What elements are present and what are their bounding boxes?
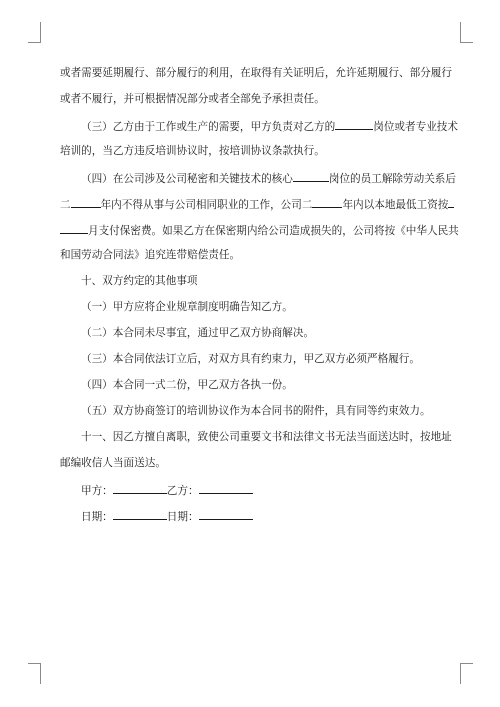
crop-mark-top-right	[460, 22, 473, 43]
date-b-field[interactable]	[199, 509, 253, 520]
text: 年内不得从事与公司相同职业的工作，公司二	[100, 199, 313, 211]
paragraph-confidentiality-line-3	[60, 223, 459, 237]
text: 二	[60, 199, 71, 211]
date-b-label: 日期：	[166, 511, 199, 523]
date-a-label: 日期：	[81, 511, 113, 523]
text: （五）双方协商签订的培训协议作为本合同书的附件，具有同等约束效力。	[81, 405, 431, 417]
paragraph-force-majeure-line-1	[60, 67, 452, 80]
clause-3	[60, 353, 442, 366]
text: 和国劳动合同法》追究连带赔偿责任。	[60, 249, 241, 261]
text: 年内以本地最低工资按	[342, 199, 449, 211]
fill-blank-amount	[60, 223, 88, 234]
text: （二）本合同未尽事宜，通过甲乙双方协商解决。	[81, 327, 315, 339]
signature-party-line	[60, 483, 442, 496]
fill-blank-core-position	[293, 171, 329, 182]
crop-mark-bottom-left	[28, 663, 41, 684]
party-a-label: 甲方：	[81, 485, 113, 497]
text: （四）本合同一式二份，甲乙双方各执一份。	[81, 379, 293, 391]
section-heading-other-matters	[60, 275, 442, 288]
text: 月支付保密费。如果乙方在保密期内给公司造成损失的，公司将按《中华人民共	[88, 225, 459, 237]
text: 邮编收信人当面送达。	[60, 457, 166, 469]
paragraph-training-line-1	[60, 119, 458, 133]
clause-4	[60, 379, 442, 392]
fill-blank-years-2	[312, 197, 342, 208]
paragraph-delivery-line-1	[60, 431, 452, 444]
fill-blank-position	[335, 119, 373, 130]
paragraph-force-majeure-line-2	[60, 93, 442, 106]
text: （三）乙方由于工作或生产的需要，甲方负责对乙方的	[81, 121, 336, 133]
text: 或者不履行，并可根据情况部分或者全部免予承担责任。	[60, 93, 325, 105]
party-b-signature-field[interactable]	[199, 483, 253, 494]
clause-1	[60, 301, 442, 314]
document-body	[60, 67, 459, 535]
text: （三）本合同依法订立后，对双方具有约束力，甲乙双方必须严格履行。	[81, 353, 420, 365]
date-a-field[interactable]	[113, 509, 167, 520]
text: 培训的，当乙方违反培训协议时，按培训协议条款执行。	[60, 145, 325, 157]
text: （一）甲方应将企业规章制度明确告知乙方。	[81, 301, 293, 313]
fill-blank-tail	[448, 197, 454, 208]
text: 十一、因乙方擅自离职，致使公司重要文书和法律文书无法当面送达时，按地址	[81, 431, 452, 443]
paragraph-delivery-line-2	[60, 457, 442, 470]
text: 或者需要延期履行、部分履行的利用，在取得有关证明后，允许延期履行、部分履行	[60, 67, 452, 79]
text: 十、双方约定的其他事项	[81, 275, 198, 287]
clause-2	[60, 327, 442, 340]
crop-mark-bottom-right	[460, 663, 473, 684]
fill-blank-years	[71, 197, 101, 208]
text: 岗位的员工解除劳动关系后	[328, 173, 456, 185]
party-b-label: 乙方：	[166, 485, 199, 497]
paragraph-training-line-2	[60, 145, 442, 158]
party-a-signature-field[interactable]	[113, 483, 167, 494]
text: 岗位或者专业技术	[373, 121, 458, 133]
clause-5	[60, 405, 442, 418]
signature-date-line	[60, 509, 442, 522]
paragraph-confidentiality-line-1	[60, 171, 456, 185]
text: （四）在公司涉及公司秘密和关键技术的核心	[81, 173, 293, 185]
crop-mark-top-left	[28, 22, 41, 43]
paragraph-confidentiality-line-4	[60, 249, 442, 262]
paragraph-confidentiality-line-2	[60, 197, 449, 211]
